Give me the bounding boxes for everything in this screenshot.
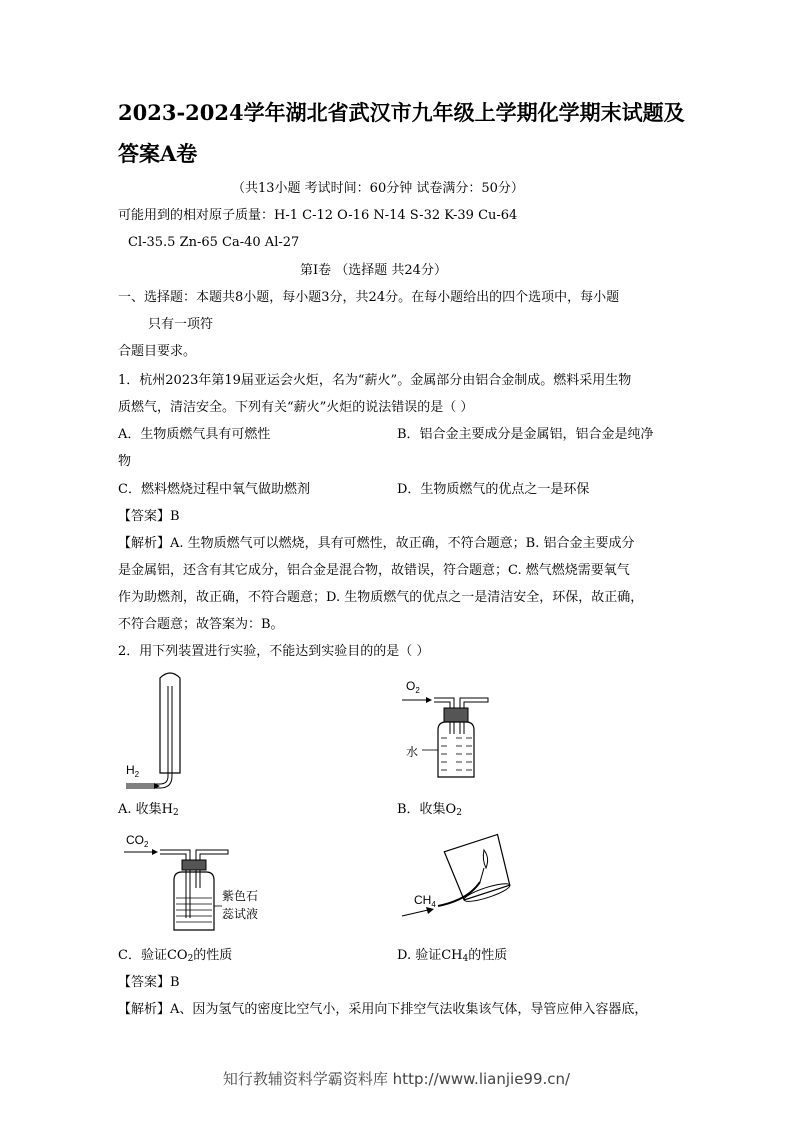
q2-explanation-1: 【解析】A、因为氢气的密度比空气小，采用向下排空气法收集该气体，导管应伸入容器底， [118, 1002, 648, 1017]
atomic-mass-line-1: 可能用到的相对原子质量：H-1 C-12 O-16 N-14 S-32 K-39 Cu-64 [118, 208, 518, 223]
figure-c-liquid-label-2: 蕊试液 [222, 907, 259, 921]
q2-option-b: B．收集O2 [397, 802, 462, 818]
section-intro-1: 一、选择题：本题共8小题，每小题3分，共24分。在每小题给出的四个选项中，每小题 [118, 290, 620, 305]
q1-option-b-continued: 物 [118, 454, 132, 469]
figure-a-gas-label: $H_2$ [126, 763, 140, 779]
q1-stem-2: 质燃气，清洁安全。下列有关“薪火”火炬的说法错误的是（ ） [118, 400, 474, 415]
q1-option-c: C．燃料燃烧过程中氧气做助燃剂 [118, 482, 310, 497]
q1-explanation-3: 作为助燃剂，故正确，不符合题意；D. 生物质燃气的优点之一是清洁安全，环保，故正确， [118, 590, 644, 605]
figure-b-gas-label: $O_2$ [406, 679, 420, 695]
q1-explanation-4: 不符合题意；故答案为：B。 [118, 617, 284, 632]
document-title: 2023-2024学年湖北省武汉市九年级上学期化学期末试题及答案A卷 [118, 100, 685, 166]
part-title: 第Ⅰ卷 （选择题 共24分） [300, 263, 447, 278]
q2-stem: 2．用下列装置进行实验，不能达到实验目的的是（ ） [118, 644, 430, 659]
q1-answer: 【答案】B [118, 509, 180, 524]
figure-d-ch4-flame [398, 830, 518, 940]
figure-a-h2-collection [118, 668, 198, 793]
section-intro-3: 合题目要求。 [118, 344, 197, 359]
figure-c-gas-label: $CO_2$ [126, 833, 149, 849]
q1-option-a: A．生物质燃气具有可燃性 [118, 427, 271, 442]
figure-b-o2-collection [398, 672, 498, 787]
footer-watermark: 知行教辅资料学霸资料库 http://www.lianjie99.cn/ [222, 1070, 571, 1088]
q2-option-c: C．验证CO2的性质 [118, 948, 233, 964]
exam-info: （共13小题 考试时间：60分钟 试卷满分：50分） [232, 181, 524, 196]
q1-option-d: D．生物质燃气的优点之一是环保 [397, 482, 590, 497]
figure-d-gas-label: $CH_4$ [414, 893, 436, 909]
q2-option-d: D. 验证CH4的性质 [397, 948, 508, 964]
q2-answer: 【答案】B [118, 975, 180, 990]
figure-c-liquid-label-1: 紫色石 [222, 889, 259, 903]
section-intro-2: 只有一项符 [148, 317, 214, 332]
q1-option-b: B．铝合金主要成分是金属铝，铝合金是纯净 [397, 427, 654, 442]
figure-b-water-label: 水 [406, 745, 419, 759]
q2-option-a: A. 收集H2 [118, 802, 179, 818]
q1-explanation-2: 是金属铝，还含有其它成分，铝合金是混合物，故错误，符合题意；C. 燃气燃烧需要氧气 [118, 563, 630, 578]
figure-c-co2-litmus [118, 828, 278, 938]
q1-stem-1: 1．杭州2023年第19届亚运会火炬，名为“薪火”。金属部分由铝合金制成。燃料采用生物 [118, 373, 632, 388]
q1-explanation-1: 【解析】A. 生物质燃气可以燃烧，具有可燃性，故正确，不符合题意；B. 铝合金主要成分 [118, 536, 635, 551]
atomic-mass-line-2: Cl-35.5 Zn-65 Ca-40 Al-27 [128, 235, 300, 250]
